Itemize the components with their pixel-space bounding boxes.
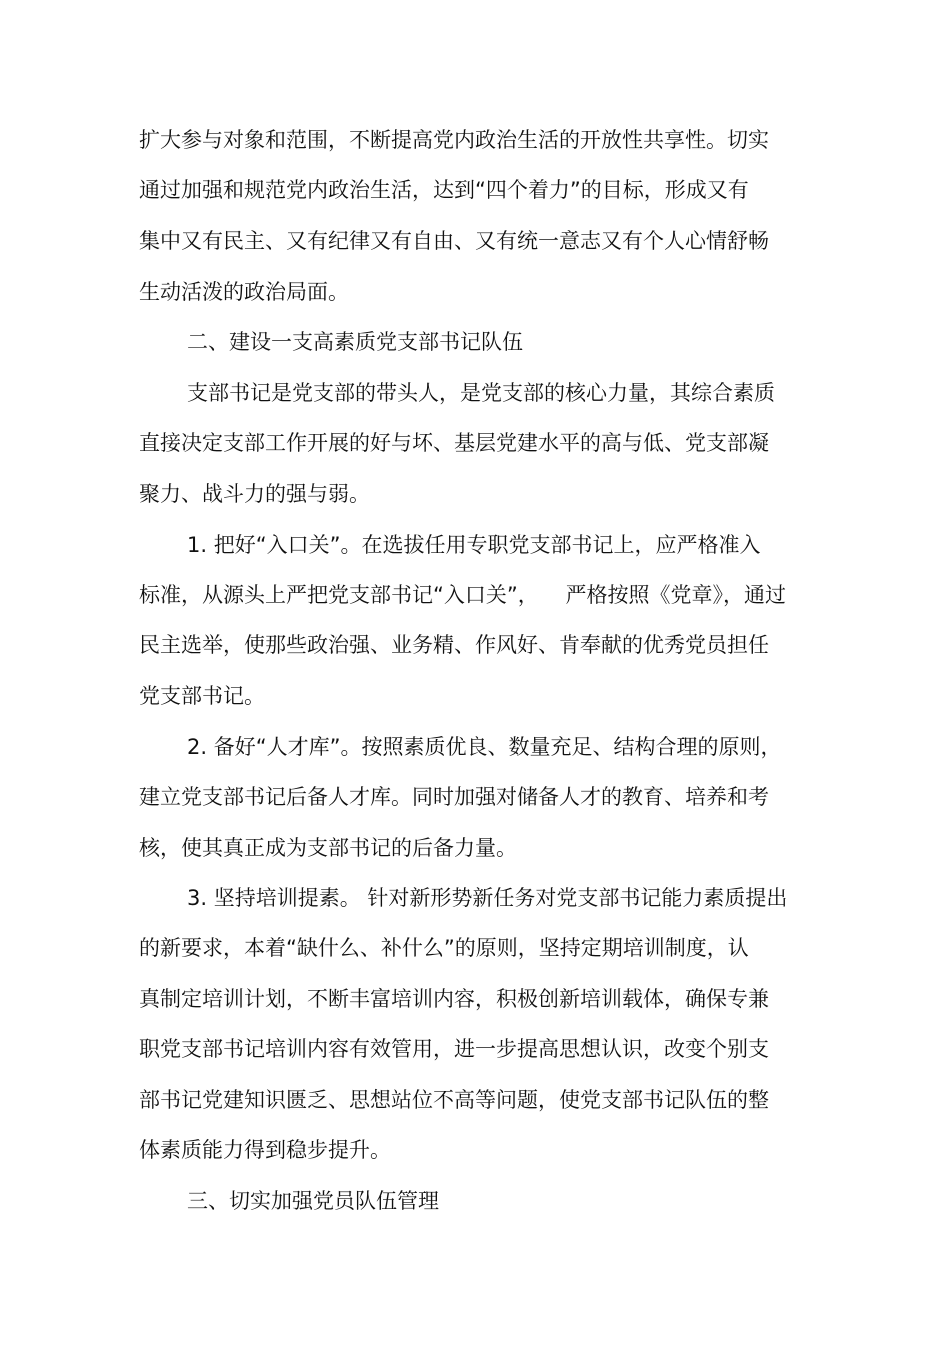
body-text-line: 党支部书记。 — [139, 684, 265, 708]
body-text-line: 直接决定支部工作开展的好与坏、基层党建水平的高与低、党支部凝 — [139, 431, 769, 455]
body-text-line: 真制定培训计划，不断丰富培训内容，积极创新培训载体，确保专兼 — [139, 987, 769, 1011]
body-text-line: 核，使其真正成为支部书记的后备力量。 — [139, 836, 517, 860]
section-heading: 二、建设一支高素质党支部书记队伍 — [187, 330, 523, 354]
body-text-line: 生动活泼的政治局面。 — [139, 280, 349, 304]
list-item-line: 1. 把好“入口关”。在选拔任用专职党支部书记上，应严格准入 — [187, 533, 761, 557]
body-text-line: 支部书记是党支部的带头人，是党支部的核心力量，其综合素质 — [187, 381, 775, 405]
body-text-line: 标准，从源头上严把党支部书记“入口关”， 严格按照《党章》，通过 — [139, 583, 786, 607]
body-text-line: 聚力、战斗力的强与弱。 — [139, 482, 370, 506]
body-text-line: 部书记党建知识匮乏、思想站位不高等问题，使党支部书记队伍的整 — [139, 1088, 769, 1112]
list-item-line: 2. 备好“人才库”。按照素质优良、数量充足、结构合理的原则， — [187, 735, 782, 759]
body-text-line: 民主选举，使那些政治强、业务精、作风好、肯奉献的优秀党员担任 — [139, 633, 769, 657]
body-text-line: 的新要求，本着“缺什么、补什么”的原则，坚持定期培训制度，认 — [139, 936, 749, 960]
body-text-line: 职党支部书记培训内容有效管用，进一步提高思想认识，改变个别支 — [139, 1037, 769, 1061]
list-item-line: 3. 坚持培训提素。 针对新形势新任务对党支部书记能力素质提出 — [187, 886, 788, 910]
body-text-line: 体素质能力得到稳步提升。 — [139, 1138, 391, 1162]
body-text-line: 集中又有民主、又有纪律又有自由、又有统一意志又有个人心情舒畅 — [139, 229, 769, 253]
body-text-line: 通过加强和规范党内政治生活，达到“四个着力”的目标，形成又有 — [139, 178, 749, 202]
section-heading: 三、切实加强党员队伍管理 — [187, 1189, 439, 1213]
body-text-line: 建立党支部书记后备人才库。同时加强对储备人才的教育、培养和考 — [139, 785, 769, 809]
body-text-line: 扩大参与对象和范围，不断提高党内政治生活的开放性共享性。切实 — [139, 128, 769, 152]
